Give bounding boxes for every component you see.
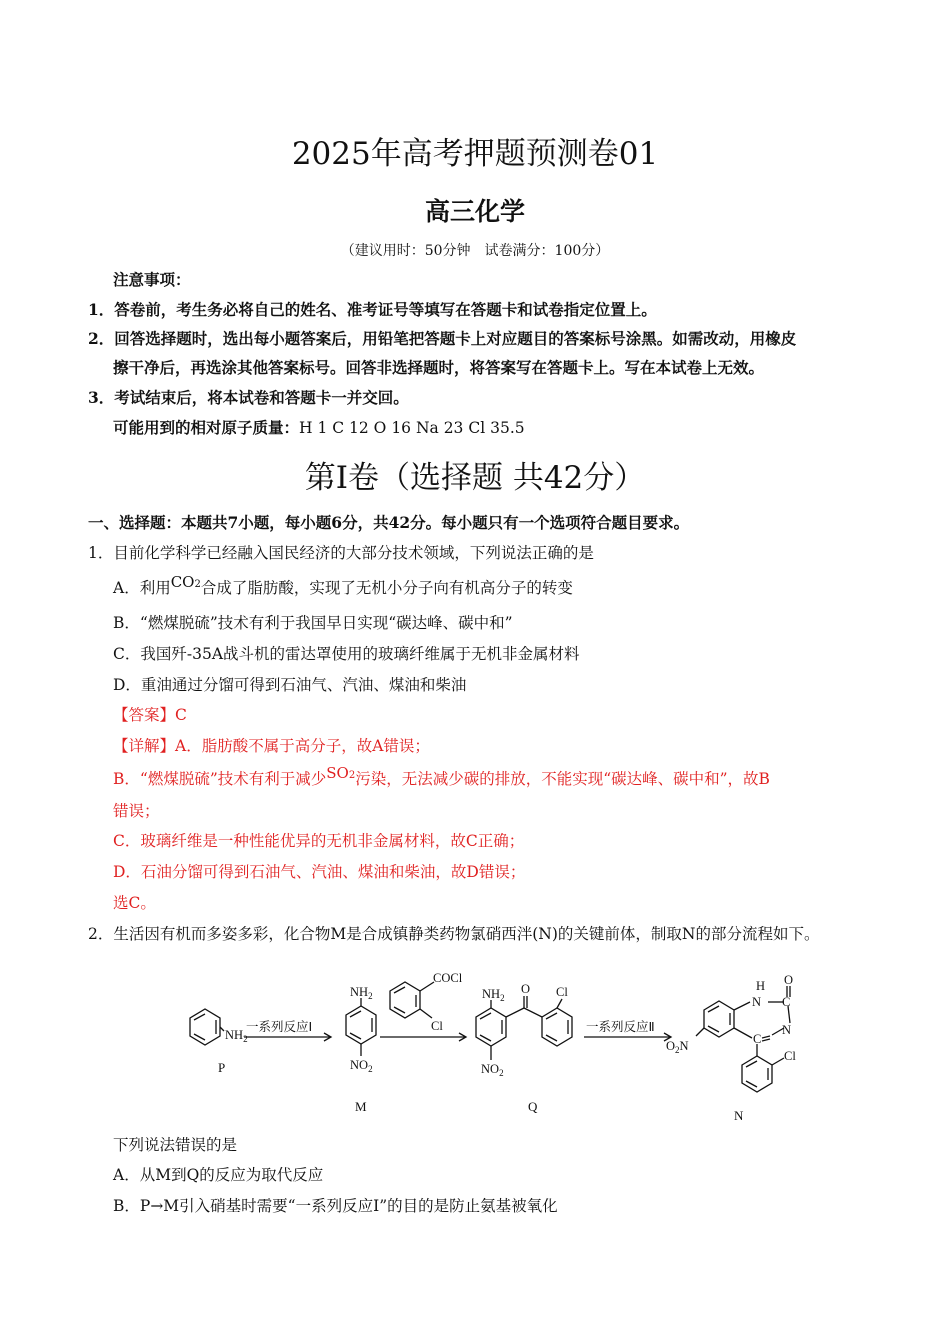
q1-answer: 【答案】C — [113, 706, 187, 724]
notice-item-number: 3． — [88, 388, 115, 407]
q-carbonyl-o: O — [521, 982, 531, 996]
section-title: 第Ⅰ卷（选择题 共42分） — [304, 460, 646, 496]
detail-text: B．“燃煤脱硫”技术有利于减少 — [113, 770, 327, 788]
q-cl-label: Cl — [556, 985, 568, 999]
label-q: Q — [528, 1099, 538, 1114]
notice-item-text: 考试结束后，将本试卷和答题卡一并交回。 — [114, 388, 409, 407]
detail-label: 【详解】 — [113, 737, 176, 755]
q2-question: 下列说法错误的是 — [113, 1136, 238, 1154]
synthesis-scheme — [160, 968, 860, 1130]
label-p: P — [218, 1060, 226, 1075]
label-n: N — [734, 1108, 744, 1123]
p-nh2-label: $NH_2$ — [225, 1028, 248, 1044]
notice-item-text: 答卷前，考生务必将自己的姓名、准考证号等填写在答题卡和试卷指定位置上。 — [114, 300, 657, 319]
option-text: A．利用 — [113, 579, 171, 597]
m-nh2-label: $NH_2$ — [350, 985, 373, 1001]
n-carbonyl-o: O — [784, 973, 794, 987]
detail-text: A．脂肪酸不属于高分子，故A错误； — [175, 737, 430, 755]
q1-option-c: C．我国歼-35A战斗机的雷达罩使用的玻璃纤维属于无机非金属材料 — [113, 645, 580, 663]
q-nh2-label: $NH_2$ — [482, 987, 505, 1003]
co2-formula — [171, 573, 201, 591]
q1-option-a — [113, 573, 573, 597]
n-cl-label: Cl — [784, 1049, 796, 1063]
q1-stem: 1．目前化学科学已经融入国民经济的大部分技术领域，下列说法正确的是 — [88, 544, 594, 562]
q1-detail-d: D．石油分馏可得到石油气、汽油、煤油和柴油，故D错误； — [113, 863, 526, 881]
notice-item-3 — [88, 390, 409, 406]
formula-subscript: 2 — [194, 579, 201, 590]
q1-detail-a — [113, 739, 430, 755]
m-no2-label: $NO_2$ — [350, 1058, 373, 1074]
reagent-cl-label: Cl — [431, 1019, 443, 1033]
notice-item-1 — [88, 302, 657, 318]
atomic-mass-values: H 1 C 12 O 16 Na 23 Cl 35.5 — [299, 419, 525, 437]
n-carbonyl-c: C — [782, 995, 791, 1009]
label-m: M — [355, 1099, 367, 1114]
n-h-label: H — [756, 979, 766, 993]
cocl-label: COCl — [433, 971, 463, 985]
section-instruction: 一、选择题：本题共7小题，每小题6分，共42分。每小题只有一个选项符合题目要求。 — [88, 513, 690, 532]
q2-option-b: B．P→M引入硝基时需要“一系列反应Ⅰ”的目的是防止氨基被氧化 — [113, 1197, 558, 1215]
so2-formula — [326, 764, 355, 782]
detail-text: 污染，无法减少碳的排放，不能实现“碳达峰、碳中和”，故B — [355, 770, 770, 788]
notice-item-number: 1． — [88, 300, 115, 319]
option-text: 合成了脂肪酸，实现了无机小分子向有机高分子的转变 — [200, 579, 573, 597]
n-amide-n: N — [752, 995, 762, 1009]
q1-conclusion: 选C。 — [113, 894, 156, 912]
formula-main: CO — [170, 573, 195, 591]
q2-option-a: A．从M到Q的反应为取代反应 — [113, 1166, 324, 1184]
time-note: （建议用时：50分钟 试卷满分：100分） — [340, 243, 610, 259]
atomic-mass-line — [113, 420, 525, 437]
q2-stem: 2．生活因有机而多姿多彩，化合物M是合成镇静类药物氯硝西泮(N)的关键前体，制取N的部分流程如下。 — [88, 925, 820, 943]
notice-item-text: 回答选择题时，选出每小题答案后，用铅笔把答题卡上对应题目的答案标号涂黑。如需改动，用橡皮 — [114, 329, 797, 348]
exam-title: 2025年高考押题预测卷01 — [291, 136, 659, 172]
n-imine-c: C — [753, 1032, 762, 1046]
atomic-mass-label: 可能用到的相对原子质量： — [113, 418, 300, 437]
q1-option-b: B．“燃煤脱硫”技术有利于我国早日实现“碳达峰、碳中和” — [113, 614, 513, 632]
formula-subscript: 2 — [348, 770, 356, 781]
n-imine-n: N — [782, 1023, 792, 1037]
n-o2n-label: $O_2N$ — [666, 1039, 689, 1055]
notice-item-number: 2． — [88, 329, 115, 348]
q-no2-label: $NO_2$ — [481, 1062, 504, 1078]
reagent-2-text: 一系列反应Ⅱ — [586, 1020, 655, 1034]
q1-detail-b-continued: 错误； — [113, 802, 160, 820]
notice-item-2 — [88, 331, 796, 347]
reagent-1-text: 一系列反应Ⅰ — [246, 1020, 313, 1034]
q1-detail-c: C．玻璃纤维是一种性能优异的无机非金属材料，故C正确； — [113, 832, 525, 850]
q1-option-d: D．重油通过分馏可得到石油气、汽油、煤油和柴油 — [113, 676, 467, 694]
q1-detail-b — [113, 764, 770, 788]
formula-main: SO — [326, 764, 349, 782]
notice-item-2-continued: 擦干净后，再选涂其他答案标号。回答非选择题时，将答案写在答题卡上。写在本试卷上无效。 — [113, 358, 765, 377]
notice-heading: 注意事项： — [113, 270, 191, 289]
exam-subtitle: 高三化学 — [424, 197, 525, 226]
